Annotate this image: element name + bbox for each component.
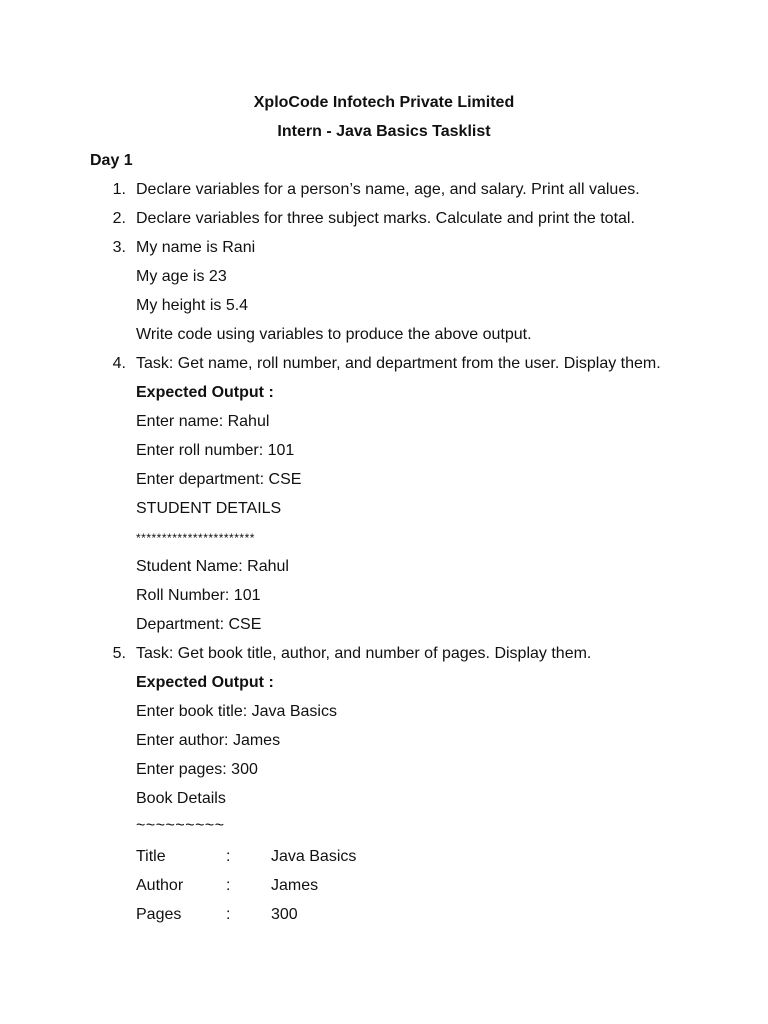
task-4-output-line-7: Department: CSE [136, 616, 262, 633]
company-title: XploCode Infotech Private Limited [253, 94, 515, 111]
task-number-4: 4. [112, 355, 126, 372]
day-heading: Day 1 [90, 152, 133, 169]
task-5-text: Task: Get book title, author, and number of pages. Display them. [136, 645, 592, 662]
task-5-output-line-4: Book Details [136, 790, 226, 807]
task-5-expected-output-heading: Expected Output : [136, 674, 274, 691]
task-4-output-line-4: STUDENT DETAILS [136, 500, 282, 517]
task-1-text: Declare variables for a person’s name, age, and salary. Print all values. [136, 181, 640, 198]
book-details-label-title: Title [136, 848, 166, 865]
task-number-2: 2. [112, 210, 126, 227]
book-details-value-title: Java Basics [271, 848, 357, 865]
book-details-sep-author: : [226, 877, 231, 894]
task-number-3: 3. [112, 239, 126, 256]
task-4-output-line-1: Enter name: Rahul [136, 413, 270, 430]
task-3-line-4: Write code using variables to produce the above output. [136, 326, 532, 343]
book-details-sep-pages: : [226, 906, 231, 923]
task-4-output-line-2: Enter roll number: 101 [136, 442, 295, 459]
task-3-line-3: My height is 5.4 [136, 297, 249, 314]
task-4-output-line-5: Student Name: Rahul [136, 558, 289, 575]
task-4-output-separator: *********************** [136, 531, 255, 545]
task-4-expected-output-heading: Expected Output : [136, 384, 274, 401]
book-details-value-pages: 300 [271, 906, 298, 923]
task-3-line-1: My name is Rani [136, 239, 256, 256]
book-details-value-author: James [271, 877, 319, 894]
task-4-output-line-6: Roll Number: 101 [136, 587, 261, 604]
task-4-text: Task: Get name, roll number, and department from the user. Display them. [136, 355, 661, 372]
task-5-output-line-3: Enter pages: 300 [136, 761, 258, 778]
document-subtitle: Intern - Java Basics Tasklist [277, 123, 491, 140]
task-4-output-line-3: Enter department: CSE [136, 471, 302, 488]
task-5-output-line-2: Enter author: James [136, 732, 281, 749]
task-5-output-separator: ~~~~~~~~~ [136, 817, 225, 834]
task-3-line-2: My age is 23 [136, 268, 227, 285]
task-number-1: 1. [112, 181, 126, 198]
task-2-text: Declare variables for three subject marks. Calculate and print the total. [136, 210, 635, 227]
task-5-output-line-1: Enter book title: Java Basics [136, 703, 337, 720]
book-details-label-pages: Pages [136, 906, 182, 923]
book-details-sep-title: : [226, 848, 231, 865]
task-number-5: 5. [112, 645, 126, 662]
book-details-label-author: Author [136, 877, 184, 894]
